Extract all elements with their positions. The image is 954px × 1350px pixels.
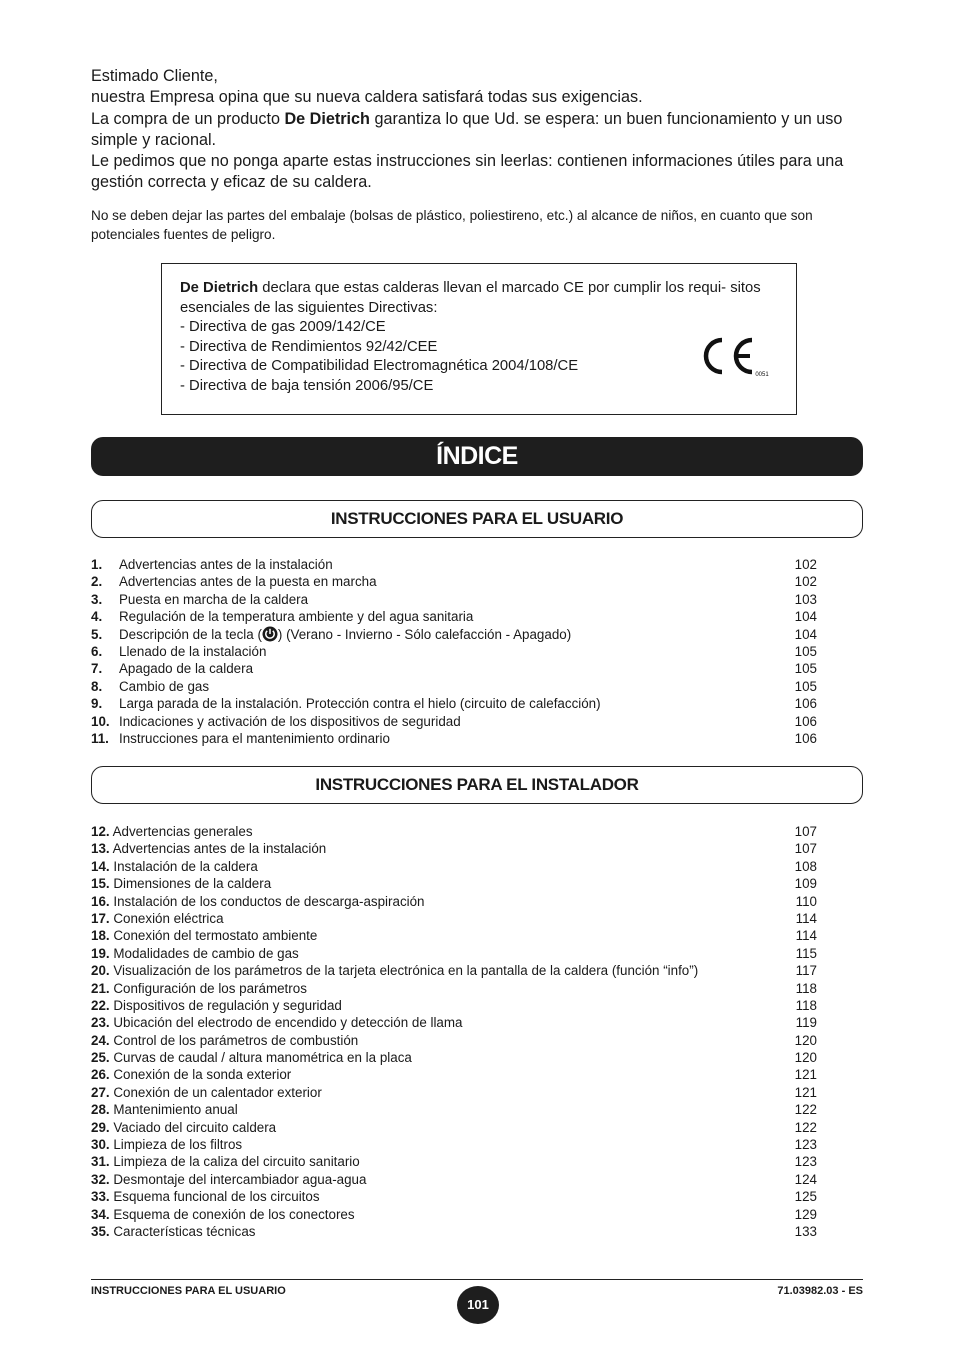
toc-label: Configuración de los parámetros: [113, 980, 307, 996]
toc-label: Instrucciones para el mantenimiento ordinario: [119, 730, 390, 746]
intro-line-2-start: La compra de un producto: [91, 109, 285, 128]
ce-brand: De Dietrich: [180, 280, 259, 296]
toc-number: 10.: [91, 713, 110, 729]
toc-page: 107: [794, 824, 817, 839]
toc-page: 123: [794, 1137, 817, 1153]
toc-number: 29.: [91, 1119, 110, 1135]
user-section-title: INSTRUCCIONES PARA EL USUARIO: [330, 509, 624, 528]
toc-number: 28.: [91, 1102, 110, 1118]
user-toc-list: [91, 556, 817, 747]
toc-number: 14.: [91, 858, 110, 874]
toc-label: Esquema de conexión de los conectores: [113, 1206, 355, 1222]
toc-row: [91, 875, 817, 892]
toc-page: 120: [794, 1050, 817, 1066]
toc-label: Larga parada de la instalación. Protección contra el hielo (circuito de calefacción): [119, 696, 601, 712]
toc-row: [91, 1084, 817, 1101]
toc-page: 115: [795, 945, 817, 961]
toc-number: 5.: [91, 626, 103, 642]
toc-page: 104: [794, 609, 817, 625]
toc-label: Limpieza de los filtros: [113, 1137, 243, 1153]
toc-page: 124: [794, 1171, 817, 1187]
toc-page: 109: [794, 876, 817, 892]
toc-label: Apagado de la caldera: [119, 661, 254, 677]
toc-row: [91, 695, 817, 712]
toc-page: 105: [794, 661, 817, 677]
directive-item: - Directiva de baja tensión 2006/95/CE: [180, 377, 434, 394]
toc-number: 20.: [91, 963, 110, 979]
toc-label: Desmontaje del intercambiador agua-agua: [113, 1171, 367, 1187]
toc-row: [91, 660, 817, 677]
toc-page: 114: [795, 928, 817, 944]
toc-label: Cambio de gas: [119, 678, 210, 694]
toc-row: [91, 1014, 817, 1031]
toc-page: 102: [794, 574, 817, 590]
toc-number: 17.: [91, 910, 110, 926]
toc-row: [91, 573, 817, 590]
toc-number: 9.: [91, 696, 103, 712]
toc-page: 104: [794, 626, 817, 642]
toc-label: Puesta en marcha de la caldera: [119, 591, 309, 607]
toc-page: 118: [795, 997, 817, 1013]
toc-row: [91, 643, 817, 660]
toc-number: 23.: [91, 1015, 110, 1031]
toc-page: 106: [794, 730, 817, 746]
toc-number: 27.: [91, 1084, 110, 1100]
toc-row: [91, 1153, 817, 1170]
toc-row: [91, 556, 817, 573]
toc-number: 31.: [91, 1154, 110, 1170]
toc-row: [91, 608, 817, 625]
toc-label: Advertencias generales: [112, 824, 253, 839]
toc-number: 13.: [91, 841, 110, 857]
toc-row: [91, 730, 817, 747]
toc-label: Características técnicas: [113, 1223, 256, 1239]
toc-number: 35.: [91, 1223, 110, 1239]
toc-label: Modalidades de cambio de gas: [113, 945, 299, 961]
toc-row: [91, 962, 817, 979]
installer-toc-list: [91, 823, 817, 1240]
toc-number: 19.: [91, 945, 110, 961]
toc-number: 4.: [91, 609, 103, 625]
toc-number: 2.: [91, 574, 103, 590]
toc-number: 3.: [91, 591, 103, 607]
toc-row: [91, 1101, 817, 1118]
toc-number: 6.: [91, 643, 103, 659]
toc-number: 12.: [91, 824, 110, 839]
toc-page: 118: [795, 980, 817, 996]
toc-number: 18.: [91, 928, 110, 944]
toc-label: Advertencias antes de la instalación: [112, 841, 327, 857]
toc-row: [91, 1032, 817, 1049]
toc-page: 110: [795, 893, 817, 909]
intro-text: [91, 66, 871, 194]
toc-page: 107: [794, 841, 817, 857]
toc-page: 133: [794, 1223, 817, 1239]
toc-label: Dimensiones de la caldera: [113, 876, 272, 892]
toc-row: [91, 1049, 817, 1066]
toc-number: 21.: [91, 980, 110, 996]
installer-section-header: [91, 766, 863, 804]
footer-section-label: INSTRUCCIONES PARA EL USUARIO: [91, 1285, 286, 1297]
packaging-warning: No se deben dejar las partes del embalaje (bolsas de plástico, poliestireno, etc.) al alcance de niños, en cuanto que son potenciales fuentes de peligro.: [91, 208, 813, 242]
ce-statement-text: declara que estas calderas llevan el marcado CE por cumplir los requi- sitos esenciales de las siguientes Directivas:: [180, 280, 761, 316]
ce-code: 0051: [755, 372, 769, 378]
toc-label: Indicaciones y activación de los dispositivos de seguridad: [119, 713, 461, 729]
toc-row: [91, 980, 817, 997]
ce-declaration-box: [161, 263, 797, 415]
toc-row: [91, 945, 817, 962]
toc-label: Instalación de la caldera: [113, 858, 258, 874]
intro-line-1: nuestra Empresa opina que su nueva caldera satisfará todas sus exigencias.: [91, 88, 643, 107]
directive-item: - Directiva de Rendimientos 92/42/CEE: [180, 338, 438, 355]
toc-label: Conexión eléctrica: [113, 910, 224, 926]
brand-name: De Dietrich: [284, 109, 370, 128]
toc-row: [91, 910, 817, 927]
toc-row: [91, 858, 817, 875]
toc-page: 108: [794, 858, 817, 874]
page-number-badge: 101: [457, 1286, 499, 1324]
toc-row: [91, 927, 817, 944]
toc-label: Dispositivos de regulación y seguridad: [113, 997, 342, 1013]
installer-section-title: INSTRUCCIONES PARA EL INSTALADOR: [315, 775, 639, 794]
toc-label: Visualización de los parámetros de la tarjeta electrónica en la pantalla de la caldera (función “info”): [113, 963, 699, 979]
toc-page: 105: [794, 643, 817, 659]
toc-number: 1.: [91, 557, 103, 572]
toc-label: Regulación de la temperatura ambiente y del agua sanitaria: [119, 609, 474, 625]
directive-item: - Directiva de gas 2009/142/CE: [180, 319, 386, 335]
index-title-bar: [91, 437, 863, 476]
toc-row: [91, 1223, 817, 1240]
toc-label-start: Descripción de la tecla (: [119, 626, 262, 642]
toc-row: [91, 893, 817, 910]
toc-number: 33.: [91, 1189, 110, 1205]
user-section-header: [91, 500, 863, 538]
ce-declaration-text: [180, 279, 780, 396]
toc-number: 7.: [91, 661, 103, 677]
toc-row: [91, 1136, 817, 1153]
toc-page: 103: [794, 591, 817, 607]
ce-statement: [180, 279, 780, 318]
toc-row: [91, 1171, 817, 1188]
toc-number: 32.: [91, 1171, 110, 1187]
greeting: Estimado Cliente,: [91, 67, 218, 85]
toc-row: [91, 626, 817, 643]
toc-row: [91, 1066, 817, 1083]
footer-document-code: 71.03982.03 - ES: [777, 1285, 863, 1297]
ce-mark-icon: [700, 334, 769, 378]
toc-number: 8.: [91, 678, 103, 694]
intro-line-2-end: garantiza lo que Ud. se espera: un buen funcionamiento y un uso simple y racional.: [91, 109, 843, 149]
toc-label: Vaciado del circuito caldera: [113, 1119, 277, 1135]
toc-label: Llenado de la instalación: [119, 643, 267, 659]
toc-page: 114: [795, 910, 817, 926]
toc-number: 16.: [91, 893, 110, 909]
toc-row: [91, 1119, 817, 1136]
toc-page: 102: [794, 557, 817, 572]
toc-row: [91, 823, 817, 840]
toc-page: 121: [794, 1067, 817, 1083]
intro-line-3: Le pedimos que no ponga aparte estas instrucciones sin leerlas: contienen informaciones útiles para una gestión correcta y eficaz de su caldera.: [91, 152, 844, 192]
toc-label: Advertencias antes de la puesta en marcha: [119, 574, 377, 590]
toc-page: 119: [795, 1015, 817, 1031]
toc-number: 34.: [91, 1206, 110, 1222]
toc-page: 125: [794, 1189, 817, 1205]
toc-page: 106: [794, 696, 817, 712]
toc-number: 30.: [91, 1137, 110, 1153]
toc-row: [91, 1188, 817, 1205]
toc-page: 121: [794, 1084, 817, 1100]
toc-row: [91, 840, 817, 857]
toc-row: [91, 713, 817, 730]
toc-label: Instalación de los conductos de descarga-aspiración: [113, 893, 425, 909]
toc-number: 25.: [91, 1050, 110, 1066]
toc-number: 11.: [91, 730, 109, 746]
toc-page: 106: [794, 713, 817, 729]
toc-label: Control de los parámetros de combustión: [113, 1032, 359, 1048]
directive-item: - Directiva de Compatibilidad Electromagnética 2004/108/CE: [180, 358, 579, 374]
toc-number: 24.: [91, 1032, 110, 1048]
toc-page: 122: [794, 1102, 817, 1118]
toc-label: Limpieza de la caliza del circuito sanitario: [113, 1154, 360, 1170]
toc-label-end: ) (Verano - Invierno - Sólo calefacción - Apagado): [277, 626, 572, 642]
toc-number: 15.: [91, 876, 110, 892]
toc-row: [91, 997, 817, 1014]
power-button-icon: [262, 626, 278, 642]
toc-label: Advertencias antes de la instalación: [119, 557, 333, 572]
toc-page: 123: [794, 1154, 817, 1170]
toc-label: Ubicación del electrodo de encendido y detección de llama: [113, 1015, 463, 1031]
toc-number: 22.: [91, 997, 110, 1013]
toc-row: [91, 591, 817, 608]
toc-page: 117: [795, 963, 817, 979]
toc-label: Esquema funcional de los circuitos: [113, 1189, 320, 1205]
toc-label: Conexión de un calentador exterior: [113, 1084, 322, 1100]
toc-page: 120: [794, 1032, 817, 1048]
footer-divider: [91, 1279, 863, 1280]
toc-label: Mantenimiento anual: [113, 1102, 238, 1118]
toc-row: [91, 678, 817, 695]
toc-page: 129: [794, 1206, 817, 1222]
toc-page: 122: [794, 1119, 817, 1135]
toc-label: Conexión de la sonda exterior: [113, 1067, 292, 1083]
toc-label: Curvas de caudal / altura manométrica en la placa: [113, 1050, 412, 1066]
toc-label: Conexión del termostato ambiente: [113, 928, 318, 944]
index-title: ÍNDICE: [436, 442, 518, 470]
toc-row: [91, 1206, 817, 1223]
toc-page: 105: [794, 678, 817, 694]
intro-line-2: [91, 109, 871, 152]
toc-number: 26.: [91, 1067, 110, 1083]
